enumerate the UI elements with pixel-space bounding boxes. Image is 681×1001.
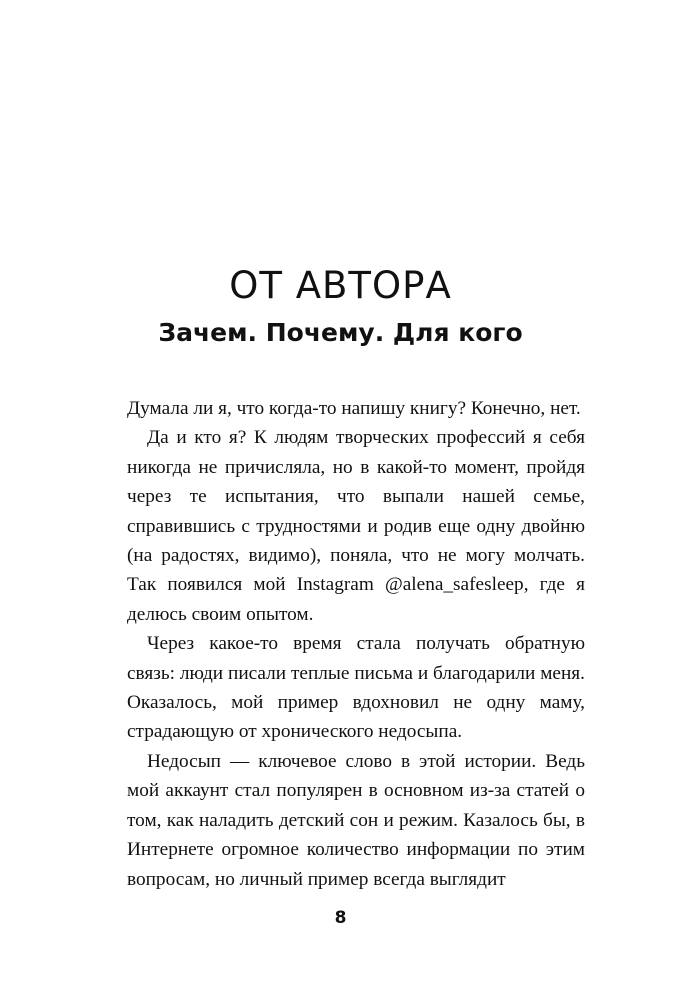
- paragraph-2: Да и кто я? К людям творческих профессий я себя никогда не причисляла, но в какой-то момент, пройдя через те испытания, что выпали нашей семье, справившись с трудностями и родив еще одну двойню (на радостях, видимо), поняла, что не могу молчать. Так появился мой Instagram @alena_safesleep, где я делюсь своим опытом.: [127, 427, 585, 625]
- chapter-title: ОТ АВТОРА: [229, 264, 452, 307]
- paragraph-1: Думала ли я, что когда-то напишу книгу? Конечно, нет.: [127, 398, 581, 419]
- page-number: 8: [334, 908, 347, 928]
- chapter-subtitle: Зачем. Почему. Для кого: [158, 318, 523, 347]
- paragraph-3: Через какое-то время стала получать обратную связь: люди писали теплые письма и благодарили меня. Оказалось, мой пример вдохновил не одну маму, страдающую от хронического недосыпа.: [127, 633, 585, 743]
- paragraph-4: Недосып — ключевое слово в этой истории. Ведь мой аккаунт стал популярен в основном из-за статей о том, как наладить детский сон и режим. Казалось бы, в Интернете огромное количество информации по этим вопросам, но личный пример всегда выглядит: [127, 750, 585, 890]
- body-text: [127, 394, 585, 894]
